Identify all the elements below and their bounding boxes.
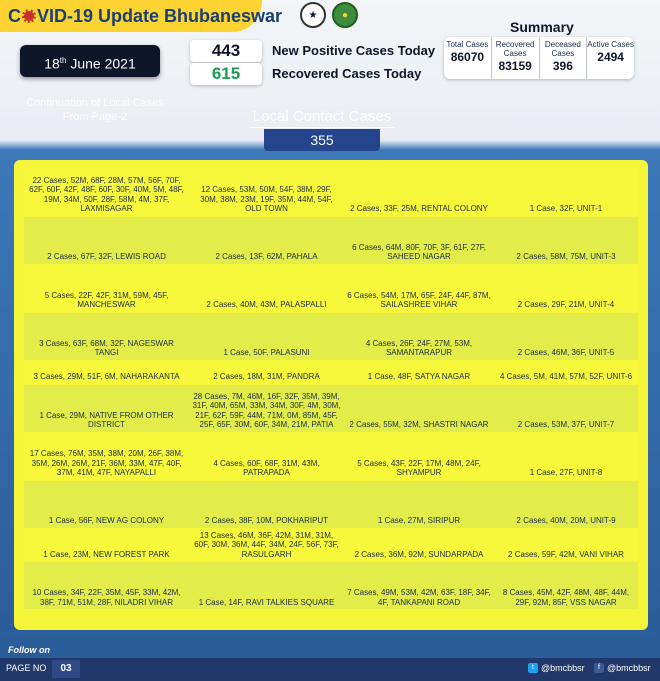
bmc-logo-icon: ● <box>332 2 358 28</box>
table-cell: 1 Case, 50F, PALASUNI <box>189 312 344 360</box>
summary-box <box>444 37 634 79</box>
table-row <box>24 432 638 480</box>
table-row <box>24 264 638 312</box>
table-cell: 22 Cases, 52M, 68F, 28M, 57M, 56F, 70F, 62F, 60F, 42F, 48F, 60F, 30F, 40M, 5M, 48F, 19M, 34M, 50F, 28F, 58M, 4M, 37F, LAXMISAGAR <box>24 168 189 216</box>
table-cell: 7 Cases, 49M, 53M, 42M, 63F, 18F, 34F, 4F, TANKAPANI ROAD <box>344 562 494 610</box>
table-cell: 10 Cases, 34F, 22F, 35M, 45F, 33M, 42M, 38F, 71M, 51M, 28F, NILADRI VIHAR <box>24 562 189 610</box>
table-cell: 2 Cases, 38F, 10M, POKHARIPUT <box>189 480 344 528</box>
table-cell: 1 Case, 27F, UNIT-8 <box>494 432 638 480</box>
follow-on-label: Follow on <box>8 645 50 655</box>
table-cell: 1 Case, 29M, NATIVE FROM OTHER DISTRICT <box>24 384 189 432</box>
recovered-count: 615 <box>190 63 262 85</box>
table-cell: 5 Cases, 22F, 42F, 31M, 59M, 45F, MANCHESWAR <box>24 264 189 312</box>
title-suffix: VID-19 Update Bhubaneswar <box>37 6 283 26</box>
table-cell: 2 Cases, 67F, 32F, LEWIS ROAD <box>24 216 189 264</box>
cases-table-panel <box>14 160 648 630</box>
page-title <box>0 0 283 32</box>
local-contact-divider <box>250 127 394 128</box>
table-cell: 1 Case, 14F, RAVI TALKIES SQUARE <box>189 562 344 610</box>
table-cell: 1 Case, 23M, NEW FOREST PARK <box>24 528 189 562</box>
table-cell: 17 Cases, 76M, 35M, 38M, 20M, 26F, 38M, 35M, 26M, 26M, 21F, 36M, 33M, 47F, 40F, 37M, 41M, 47F, NAYAPALLI <box>24 432 189 480</box>
page-number: 03 <box>52 660 80 678</box>
odisha-emblem-icon: ★ <box>300 2 326 28</box>
table-cell: 28 Cases, 7M, 46M, 16F, 32F, 35M, 39M, 31F, 40M, 65M, 33M, 34M, 30F, 4M, 30M, 21F, 62F, 59F, 44M, 71M, 0M, 85M, 45F, 25F, 65F, 30M, 60F, 34M, 21M, PATIA <box>189 384 344 432</box>
title-prefix: C <box>8 6 21 26</box>
cases-table <box>24 168 638 610</box>
summary-total: Total Cases 86070 <box>444 37 492 79</box>
table-cell: 5 Cases, 43F, 22F, 17M, 48M, 24F, SHYAMPUR <box>344 432 494 480</box>
table-cell: 1 Case, 27M, SIRIPUR <box>344 480 494 528</box>
table-row <box>24 562 638 610</box>
table-cell: 2 Cases, 59F, 42M, VANI VIHAR <box>494 528 638 562</box>
table-cell: 2 Cases, 40M, 43M, PALASPALLI <box>189 264 344 312</box>
logos <box>300 2 358 28</box>
table-row <box>24 528 638 562</box>
table-row <box>24 216 638 264</box>
twitter-handle[interactable]: t @bmcbbsr <box>528 663 585 673</box>
table-cell: 1 Case, 32F, UNIT-1 <box>494 168 638 216</box>
table-cell: 2 Cases, 40M, 20M, UNIT-9 <box>494 480 638 528</box>
table-row <box>24 312 638 360</box>
virus-icon <box>22 9 36 23</box>
date-badge: 18th June 2021 <box>20 45 160 77</box>
local-contact-count: 355 <box>264 129 380 151</box>
table-cell: 2 Cases, 13F, 62M, PAHALA <box>189 216 344 264</box>
summary-active: Active Cases 2494 <box>587 40 634 64</box>
table-row <box>24 480 638 528</box>
table-cell: 2 Cases, 36M, 92M, SUNDARPADA <box>344 528 494 562</box>
summary-recovered: Recovered Cases 83159 <box>492 37 540 79</box>
new-positive-label: New Positive Cases Today <box>272 43 436 58</box>
table-cell: 4 Cases, 5M, 41M, 57M, 52F, UNIT-6 <box>494 360 638 384</box>
facebook-icon: f <box>594 663 604 673</box>
table-cell: 2 Cases, 46M, 36F, UNIT-5 <box>494 312 638 360</box>
table-cell: 6 Cases, 64M, 80F, 70F, 3F, 61F, 27F, SAHEED NAGAR <box>344 216 494 264</box>
summary-title: Summary <box>510 19 574 35</box>
table-cell: 1 Case, 48F, SATYA NAGAR <box>344 360 494 384</box>
table-cell: 2 Cases, 53M, 37F, UNIT-7 <box>494 384 638 432</box>
table-cell: 1 Case, 56F, NEW AG COLONY <box>24 480 189 528</box>
table-cell: 2 Cases, 58M, 75M, UNIT-3 <box>494 216 638 264</box>
page-number-label: PAGE NO <box>6 663 47 673</box>
twitter-icon: t <box>528 663 538 673</box>
table-cell: 4 Cases, 26F, 24F, 27M, 53M, SAMANTARAPUR <box>344 312 494 360</box>
summary-deceased: Deceased Cases 396 <box>540 37 588 79</box>
table-row <box>24 360 638 384</box>
table-cell: 8 Cases, 45M, 42F, 48M, 48F, 44M, 29F, 92M, 85F, VSS NAGAR <box>494 562 638 610</box>
table-row <box>24 384 638 432</box>
continuation-note: Continuation of Local Cases From Page-2 <box>26 97 164 123</box>
table-cell: 2 Cases, 18M, 31M, PANDRA <box>189 360 344 384</box>
facebook-handle[interactable]: f @bmcbbsr <box>594 663 651 673</box>
table-cell: 2 Cases, 33F, 25M, RENTAL COLONY <box>344 168 494 216</box>
new-positive-count: 443 <box>190 40 262 62</box>
table-cell: 13 Cases, 46M, 36F, 42M, 31M, 31M, 60F, 30M, 36M, 44F, 34M, 24F, 56F, 73F, RASULGARH <box>189 528 344 562</box>
local-contact-title: Local Contact Cases <box>252 108 392 125</box>
table-cell: 4 Cases, 60F, 68F, 31M, 43M, PATRAPADA <box>189 432 344 480</box>
table-row <box>24 168 638 216</box>
table-cell: 3 Cases, 29M, 51F, 6M, NAHARAKANTA <box>24 360 189 384</box>
table-cell: 2 Cases, 55M, 32M, SHASTRI NAGAR <box>344 384 494 432</box>
table-cell: 12 Cases, 53M, 50M, 54F, 38M, 29F, 30M, 38M, 23M, 19F, 35M, 44M, 54F, OLD TOWN <box>189 168 344 216</box>
table-cell: 2 Cases, 29F, 21M, UNIT-4 <box>494 264 638 312</box>
table-cell: 6 Cases, 54M, 17M, 65F, 24F, 44F, 87M, SAILASHREE VIHAR <box>344 264 494 312</box>
table-cell: 3 Cases, 63F, 68M, 32F, NAGESWAR TANGI <box>24 312 189 360</box>
recovered-label: Recovered Cases Today <box>272 66 422 81</box>
